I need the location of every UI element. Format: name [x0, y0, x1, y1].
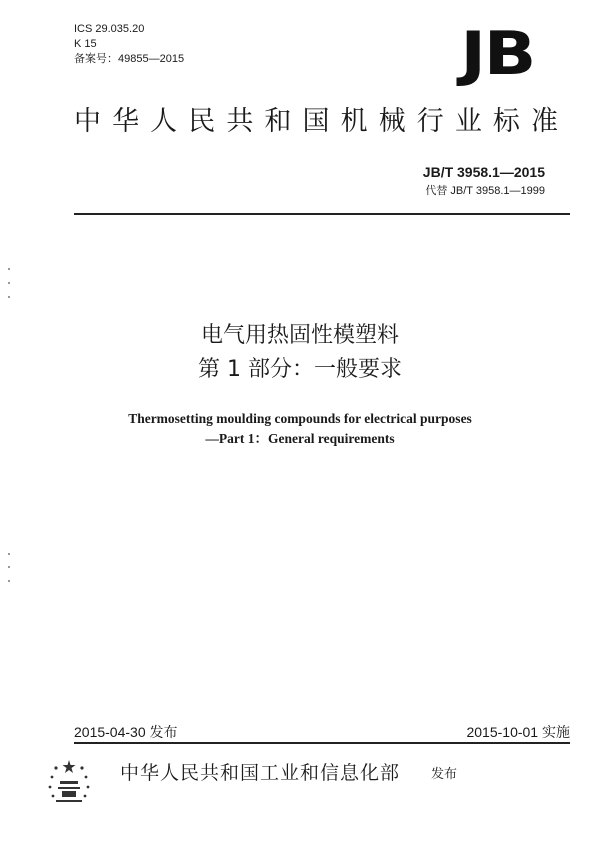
issue-date: 2015-04-30 发布	[74, 724, 178, 740]
jb-logo: JB	[460, 19, 534, 89]
top-divider	[74, 213, 570, 215]
classification-code: K 15	[74, 38, 97, 50]
record-number: 备案号：49855—2015	[74, 53, 185, 65]
scan-speck	[8, 282, 10, 284]
title-cn-line2: 第 1 部分：一般要求	[198, 357, 402, 382]
standard-number-text: JB/T 3958.1—2015	[422, 164, 545, 180]
ministry-emblem-icon	[44, 757, 94, 807]
title-cn-line1: 电气用热固性模塑料	[200, 323, 399, 348]
title-en-line1: Thermosetting moulding compounds for electrical purposes	[128, 411, 472, 426]
standard-number	[423, 164, 545, 180]
scan-speck	[8, 553, 10, 555]
scan-speck	[8, 566, 10, 568]
bottom-divider	[74, 742, 570, 744]
issuer-suffix: 发布	[431, 767, 458, 782]
scan-speck	[8, 296, 10, 298]
title-en-line2: —Part 1：General requirements	[205, 431, 395, 446]
scan-speck	[8, 580, 10, 582]
ics-code: ICS 29.035.20	[74, 23, 145, 35]
scan-speck	[8, 268, 10, 270]
replaces-note: 代替 JB/T 3958.1—1999	[425, 185, 545, 197]
standard-type-heading: 中华人民共和国机械行业标准	[74, 106, 564, 137]
implementation-date: 2015-10-01 实施	[466, 724, 570, 740]
issuer-name: 中华人民共和国工业和信息化部	[120, 762, 401, 784]
